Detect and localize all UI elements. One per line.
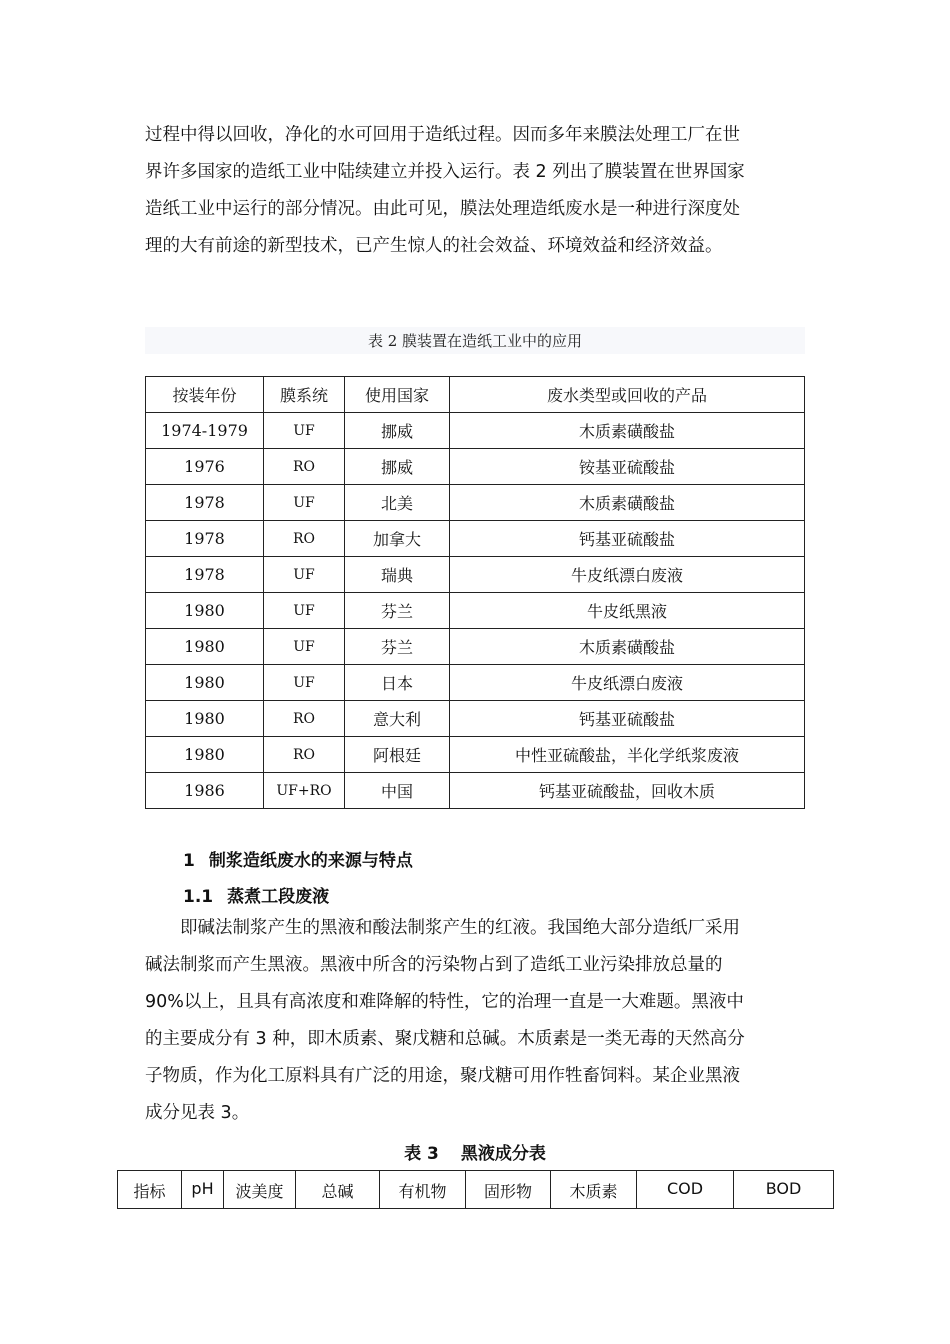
body-line: 成分见表 3。 (145, 1103, 250, 1123)
table-cell: 挪威 (345, 449, 450, 485)
table-cell: 木质素磺酸盐 (450, 413, 805, 449)
table-cell: UF (264, 665, 345, 701)
table-cell: UF (264, 629, 345, 665)
table-cell: 芬兰 (345, 629, 450, 665)
table-header-row (146, 377, 805, 413)
table-header-row (118, 1171, 834, 1209)
table-cell: 牛皮纸漂白废液 (450, 557, 805, 593)
table-cell: 1978 (146, 485, 264, 521)
header-cell: COD (637, 1171, 734, 1209)
table-cell: 北美 (345, 485, 450, 521)
body-line: 90%以上，且具有高浓度和难降解的特性，它的治理一直是一大难题。黑液中 (145, 992, 744, 1012)
section-number: 1 (183, 851, 195, 871)
header-cell: 指标 (118, 1171, 182, 1209)
table-cell: 瑞典 (345, 557, 450, 593)
table-row (146, 557, 805, 593)
header-cell: 废水类型或回收的产品 (450, 377, 805, 413)
table-cell: UF (264, 485, 345, 521)
header-cell: 使用国家 (345, 377, 450, 413)
header-cell: 波美度 (224, 1171, 296, 1209)
table-row (146, 413, 805, 449)
table-cell: RO (264, 737, 345, 773)
table-cell: 1986 (146, 773, 264, 809)
header-cell: pH (182, 1171, 224, 1209)
body-line: 碱法制浆而产生黑液。黑液中所含的污染物占到了造纸工业污染排放总量的 (145, 955, 723, 975)
table-cell: 加拿大 (345, 521, 450, 557)
table-row (146, 737, 805, 773)
table-row (146, 485, 805, 521)
table-cell: 木质素磺酸盐 (450, 629, 805, 665)
section-heading-1-1 (183, 882, 329, 907)
intro-line: 造纸工业中运行的部分情况。由此可见，膜法处理造纸废水是一种进行深度处 (145, 199, 740, 219)
header-cell: 有机物 (380, 1171, 466, 1209)
intro-line: 理的大有前途的新型技术，已产生惊人的社会效益、环境效益和经济效益。 (145, 236, 723, 256)
header-cell: 总碱 (296, 1171, 380, 1209)
section-title: 蒸煮工段废液 (227, 887, 330, 907)
table-cell: 中国 (345, 773, 450, 809)
section-heading-1 (183, 846, 413, 871)
table-row (146, 665, 805, 701)
header-cell: 固形物 (466, 1171, 551, 1209)
table-cell: 1978 (146, 521, 264, 557)
header-cell: 木质素 (551, 1171, 637, 1209)
table3-title (145, 1139, 805, 1164)
table-cell: 1980 (146, 737, 264, 773)
intro-line: 界许多国家的造纸工业中陆续建立并投入运行。表 2 列出了膜装置在世界国家 (145, 162, 745, 182)
table-cell: UF+RO (264, 773, 345, 809)
table-row (146, 701, 805, 737)
header-cell: BOD (734, 1171, 834, 1209)
section-number: 1.1 (183, 887, 214, 907)
table3-name: 黑液成分表 (460, 1144, 546, 1164)
table-cell: 1976 (146, 449, 264, 485)
table-cell: 1980 (146, 701, 264, 737)
table-cell: RO (264, 449, 345, 485)
table-row (146, 521, 805, 557)
table-cell: 牛皮纸漂白废液 (450, 665, 805, 701)
table-row (146, 449, 805, 485)
table-cell: 钙基亚硫酸盐 (450, 521, 805, 557)
table-cell: 1978 (146, 557, 264, 593)
table-cell: 1980 (146, 665, 264, 701)
table3 (117, 1170, 834, 1209)
table-row (146, 593, 805, 629)
table-cell: 牛皮纸黑液 (450, 593, 805, 629)
table-cell: 阿根廷 (345, 737, 450, 773)
body-line: 的主要成分有 3 种，即木质素、聚戊糖和总碱。木质素是一类无毒的天然高分 (145, 1029, 745, 1049)
table-row (146, 773, 805, 809)
table-cell: 芬兰 (345, 593, 450, 629)
table-cell: 木质素磺酸盐 (450, 485, 805, 521)
table-cell: 1974-1979 (146, 413, 264, 449)
table-cell: 铵基亚硫酸盐 (450, 449, 805, 485)
intro-line: 过程中得以回收，净化的水可回用于造纸过程。因而多年来膜法处理工厂在世 (145, 125, 740, 145)
table-cell: 1980 (146, 629, 264, 665)
table-cell: RO (264, 701, 345, 737)
table3-label: 表 3 (404, 1144, 439, 1164)
table2-caption: 表 2 膜装置在造纸工业中的应用 (367, 332, 583, 350)
table-cell: 意大利 (345, 701, 450, 737)
table-cell: UF (264, 413, 345, 449)
table2 (145, 376, 805, 809)
section-title: 制浆造纸废水的来源与特点 (208, 851, 413, 871)
table-cell: 1980 (146, 593, 264, 629)
table-cell: UF (264, 593, 345, 629)
table-cell: 钙基亚硫酸盐 (450, 701, 805, 737)
body-line: 子物质，作为化工原料具有广泛的用途，聚戊糖可用作牲畜饲料。某企业黑液 (145, 1066, 740, 1086)
table-row (146, 629, 805, 665)
table-cell: 钙基亚硫酸盐，回收木质 (450, 773, 805, 809)
table-cell: UF (264, 557, 345, 593)
table-cell: 中性亚硫酸盐，半化学纸浆废液 (450, 737, 805, 773)
table-cell: RO (264, 521, 345, 557)
header-cell: 膜系统 (264, 377, 345, 413)
table-cell: 挪威 (345, 413, 450, 449)
table-cell: 日本 (345, 665, 450, 701)
header-cell: 按装年份 (146, 377, 264, 413)
body-line: 即碱法制浆产生的黑液和酸法制浆产生的红液。我国绝大部分造纸厂采用 (180, 918, 740, 938)
